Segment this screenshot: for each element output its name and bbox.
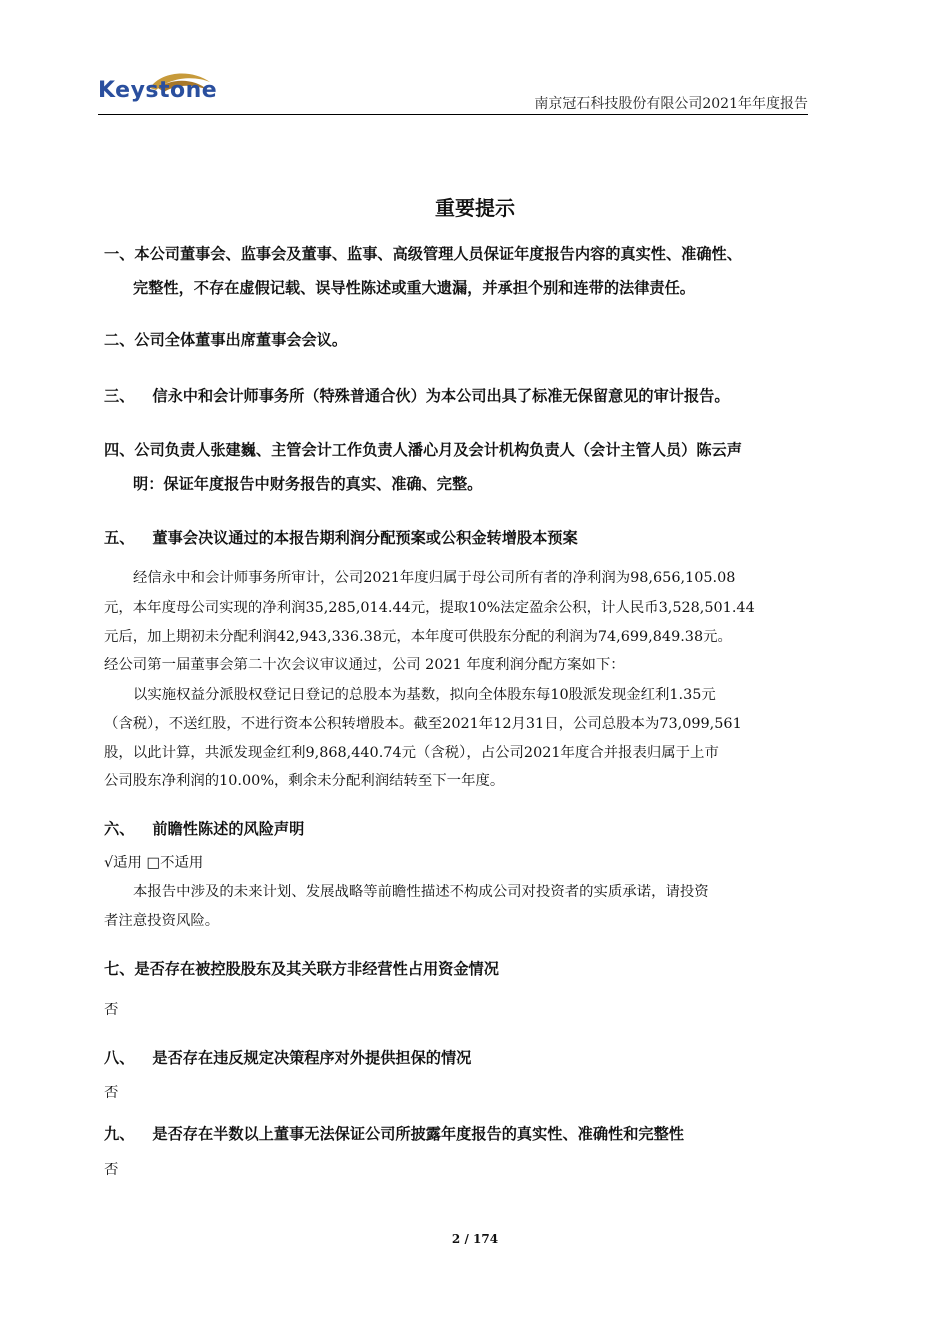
section-8-heading <box>104 1040 471 1076</box>
section-5-heading <box>104 520 578 556</box>
section-1-continuation: 完整性，不存在虚假记载、误导性陈述或重大遗漏，并承担个别和连带的法律责任。 <box>133 279 695 297</box>
section-9-answer: 否 <box>104 1162 119 1178</box>
section-5-paragraph-1-line: 经信永中和会计师事务所审计，公司2021年度归属于母公司所有者的净利润为98,656,105.08 <box>133 570 736 586</box>
section-7-text: 是否存在被控股股东及其关联方非经营性占用资金情况 <box>134 960 499 978</box>
section-5-paragraph-1-line: 元后，加上期初未分配利润42,943,336.38元，本年度可供股东分配的利润为74,699,849.38元。 <box>104 629 732 645</box>
section-9-heading <box>104 1116 684 1152</box>
logo-text: Keystone <box>98 78 218 103</box>
section-3-number: 三、 <box>104 387 135 405</box>
section-7-answer: 否 <box>104 1002 119 1018</box>
section-5-paragraph-1-line: 元，本年度母公司实现的净利润35,285,014.44元，提取10%法定盈余公积，计人民币3,528,501.44 <box>104 600 755 616</box>
section-4-heading <box>104 432 742 468</box>
section-3-text: 信永中和会计师事务所（特殊普通合伙）为本公司出具了标准无保留意见的审计报告。 <box>152 387 730 405</box>
section-6-paragraph-line: 本报告中涉及的未来计划、发展战略等前瞻性描述不构成公司对投资者的实质承诺，请投资 <box>133 884 709 900</box>
section-6-paragraph-line: 者注意投资风险。 <box>104 913 220 929</box>
page-number: 2 / 174 <box>451 1232 499 1246</box>
page-title: 重要提示 <box>435 196 515 220</box>
section-5-paragraph-2-line: 股，以此计算，共派发现金红利9,868,440.74元（含税），占公司2021年度合并报表归属于上市 <box>104 745 719 761</box>
section-5-number: 五、 <box>104 529 135 547</box>
section-6-number: 六、 <box>104 820 135 838</box>
company-logo <box>98 66 218 110</box>
section-5-paragraph-2-line: 以实施权益分派股权登记日登记的总股本为基数，拟向全体股东每10股派发现金红利1.35元 <box>133 687 716 703</box>
section-8-answer: 否 <box>104 1085 119 1101</box>
section-9-number: 九、 <box>104 1125 135 1143</box>
section-5-text: 董事会决议通过的本报告期利润分配预案或公积金转增股本预案 <box>152 529 578 547</box>
section-5-paragraph-2-line: 公司股东净利润的10.00%，剩余未分配利润结转至下一年度。 <box>104 773 505 789</box>
section-5-paragraph-1-line: 经公司第一届董事会第二十次会议审议通过，公司 2021 年度利润分配方案如下： <box>104 657 625 673</box>
section-6-heading <box>104 811 304 847</box>
section-7-number: 七、 <box>104 960 135 978</box>
section-9-text: 是否存在半数以上董事无法保证公司所披露年度报告的真实性、准确性和完整性 <box>152 1125 684 1143</box>
section-6-text: 前瞻性陈述的风险声明 <box>152 820 305 838</box>
section-1-text: 本公司董事会、监事会及董事、监事、高级管理人员保证年度报告内容的真实性、准确性、 <box>134 245 742 263</box>
applicability-options: √适用 □不适用 <box>104 855 204 871</box>
header-divider <box>98 114 808 115</box>
section-4-text: 公司负责人张建巍、主管会计工作负责人潘心月及会计机构负责人（会计主管人员）陈云声 <box>134 441 742 459</box>
section-7-heading <box>104 951 499 987</box>
section-2-heading <box>104 322 347 358</box>
section-2-text: 公司全体董事出席董事会会议。 <box>134 331 347 349</box>
section-4-number: 四、 <box>104 441 135 459</box>
section-5-paragraph-2-line: （含税），不送红股，不进行资本公积转增股本。截至2021年12月31日，公司总股本为73,099,561 <box>104 716 742 732</box>
section-3-heading <box>104 378 730 414</box>
section-1-number: 一、 <box>104 245 135 263</box>
section-1-heading <box>104 236 742 272</box>
section-8-number: 八、 <box>104 1049 135 1067</box>
section-8-text: 是否存在违反规定决策程序对外提供担保的情况 <box>152 1049 472 1067</box>
section-4-continuation: 明：保证年度报告中财务报告的真实、准确、完整。 <box>133 475 483 493</box>
section-2-number: 二、 <box>104 331 135 349</box>
report-header-title: 南京冠石科技股份有限公司2021年年度报告 <box>534 96 808 112</box>
